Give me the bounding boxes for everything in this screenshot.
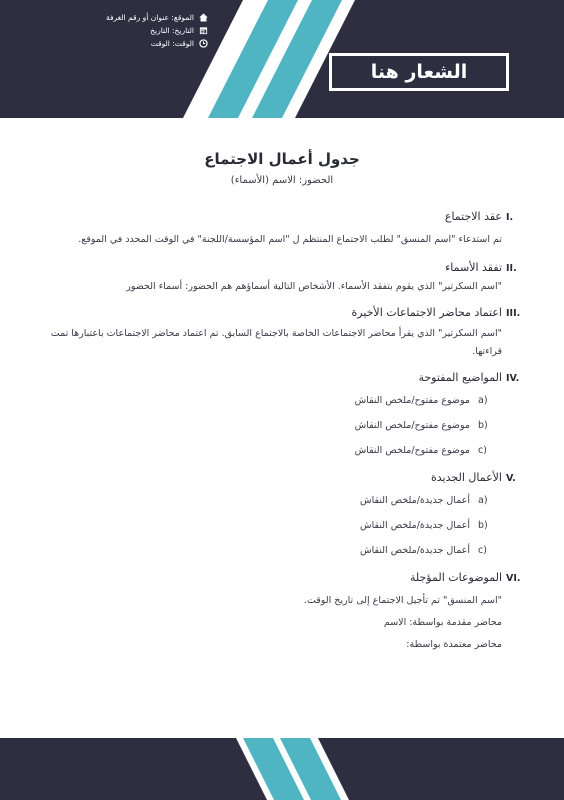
section-number: IV.: [506, 373, 520, 384]
section-heading: [38, 261, 526, 274]
agenda-section-call-to-order: [38, 210, 526, 249]
sub-item-list: [38, 488, 526, 563]
section-number: I.: [506, 212, 514, 223]
location-row: [100, 11, 208, 24]
time-text: الوقت: الوقت: [150, 39, 194, 48]
section-heading: [38, 306, 526, 319]
logo-text: الشعار هنا: [370, 61, 468, 83]
section-number: III.: [506, 308, 521, 319]
agenda-section-minutes-approval: [38, 306, 526, 361]
section-title: تفقد الأسماء: [445, 261, 502, 274]
item-label: a): [478, 395, 488, 406]
item-text: أعمال جديدة/ملخص النقاش: [359, 495, 470, 506]
section-number: VI.: [506, 573, 521, 584]
clock-icon: [199, 39, 208, 48]
agenda-section-new-business: [38, 471, 526, 563]
list-item: [38, 488, 502, 513]
location-text: الموقع: عنوان أو رقم الغرفة: [105, 13, 194, 22]
minutes-approved-by: محاضر معتمدة بواسطة:: [406, 639, 502, 650]
list-item: [38, 538, 502, 563]
item-label: b): [478, 520, 488, 531]
section-title: عقد الاجتماع: [444, 210, 502, 223]
section-number: II.: [506, 263, 517, 274]
section-paragraph: "اسم السكرتير" الذي يقرأ محاضر الاجتماعات الخاصة بالاجتماع السابق. تم اعتماد محاضر الاجتماعات باعتبارها تمت قراءتها.: [50, 328, 502, 357]
item-text: أعمال جديدة/ملخص النقاش: [359, 520, 470, 531]
meeting-meta: [100, 11, 208, 50]
section-heading: [38, 371, 526, 384]
page-title: جدول أعمال الاجتماع: [204, 150, 360, 168]
agenda-section-adjournment: [38, 571, 526, 656]
agenda-section-open-issues: [38, 371, 526, 463]
section-number: V.: [506, 473, 516, 484]
section-title: الأعمال الجديدة: [431, 471, 502, 484]
agenda-section-roll-call: [38, 261, 526, 296]
calendar-icon: [199, 26, 208, 35]
minutes-submitted-by: محاضر مقدمة بواسطة: الاسم: [383, 617, 502, 628]
item-text: أعمال جديدة/ملخص النقاش: [359, 545, 470, 556]
item-text: موضوع مفتوح/ملخص النقاش: [354, 445, 470, 456]
time-row: [100, 37, 208, 50]
section-title: اعتماد محاضر الاجتماعات الأخيرة: [351, 306, 502, 319]
item-label: b): [478, 420, 488, 431]
section-title: الموضوعات المؤجلة: [409, 571, 502, 584]
section-paragraph: "اسم السكرتير" الذي يقوم بتفقد الأسماء. الأشخاص التالية أسماؤهم هم الحضور: أسماء الحضور: [126, 281, 502, 292]
agenda-content: [38, 210, 526, 656]
section-paragraph: "اسم المنسق" تم تأجيل الاجتماع إلى تاريخ الوقت.: [303, 595, 502, 606]
section-paragraph: تم استدعاء "اسم المنسق" لطلب الاجتماع المنتظم ل "اسم المؤسسة/اللجنة" في الوقت المحدد في الموقع.: [78, 234, 502, 245]
list-item: [38, 413, 502, 438]
list-item: [38, 438, 502, 463]
section-heading: [38, 210, 526, 223]
item-label: c): [478, 545, 487, 556]
item-text: موضوع مفتوح/ملخص النقاش: [354, 420, 470, 431]
attendees-line: الحضور: الاسم (الأسماء): [230, 175, 334, 186]
item-text: موضوع مفتوح/ملخص النقاش: [354, 395, 470, 406]
item-label: a): [478, 495, 488, 506]
date-text: التاريخ: التاريخ: [150, 26, 194, 35]
section-title: المواضيع المفتوحة: [418, 371, 502, 384]
item-label: c): [478, 445, 487, 456]
home-icon: [199, 13, 208, 22]
sub-item-list: [38, 388, 526, 463]
section-heading: [38, 571, 526, 584]
list-item: [38, 388, 502, 413]
logo-placeholder: [329, 53, 509, 91]
footer-decoration: [0, 738, 564, 800]
date-row: [100, 24, 208, 37]
section-heading: [38, 471, 526, 484]
list-item: [38, 513, 502, 538]
